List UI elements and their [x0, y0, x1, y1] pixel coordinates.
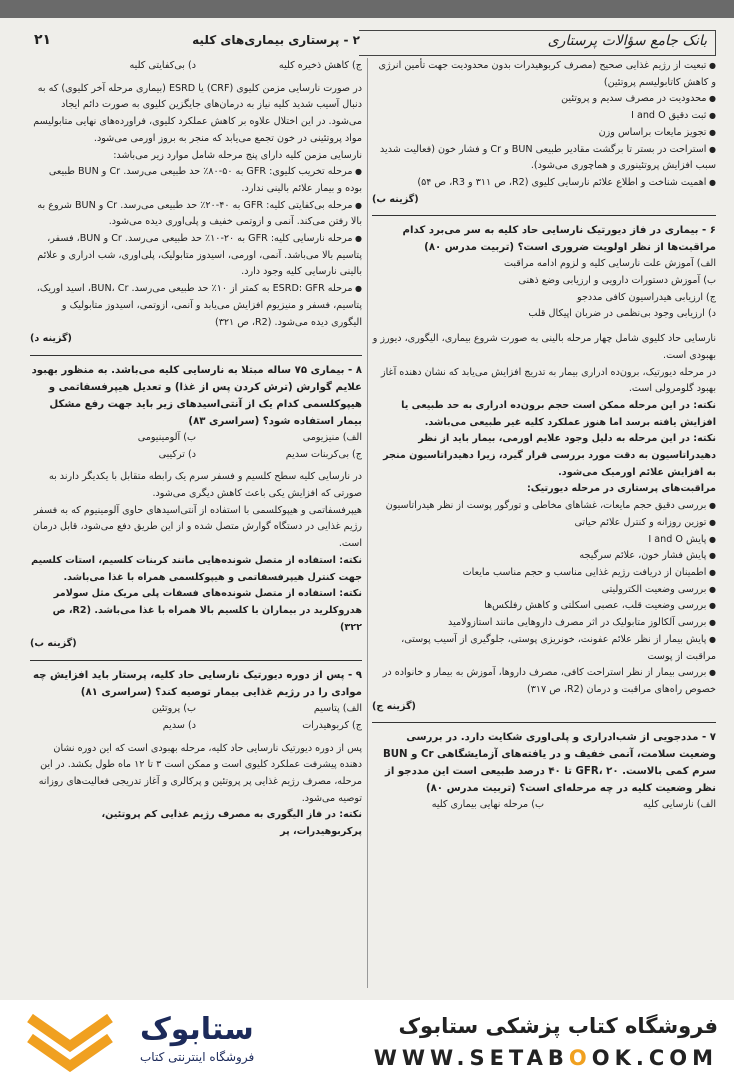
answer-7: (گزینه د)	[30, 333, 72, 345]
question-separator	[372, 215, 716, 216]
option: ج) کربوهیدرات	[302, 719, 362, 731]
website-accent: O	[568, 1046, 592, 1070]
explanation: در نارسایی کلیه سطح کلسیم و فسفر سرم یک رابطه متقابل با یکدیگر دارند به صورتی که افزایش یکی باعث کاهش دیگری می‌شود.	[48, 471, 362, 500]
note: نکته: در فاز الیگوری به مصرف رژیم غذایی کم پروتئین، پرکربوهیدرات، پر	[101, 809, 362, 838]
answer-8: (گزینه ب)	[30, 638, 77, 650]
question-6: ۶ - بیماری در فاز دیورتیک نارسایی حاد کلیه به سر می‌برد کدام مراقبت‌ها از نظر اولویت ضروری است؟ (تربیت مدرس ۸۰)	[402, 225, 716, 254]
list-item: ● بررسی بیمار از نظر استراحت کافی، مصرف داروها، آموزش به بیمار و خانواده در خصوص راه‌های مراقبت و درمان (R2، ص ۳۱۷)	[372, 665, 716, 698]
question-separator	[30, 355, 362, 356]
watermark-footer	[0, 1000, 734, 1080]
website-part: OK.COM	[591, 1046, 718, 1070]
explanation: در مرحله دیورتیک، برون‌ده ادراری بیمار به تدریج افزایش می‌یابد که نشان دهنده آغاز بهبود گلومرولی است.	[381, 366, 716, 395]
options	[30, 58, 362, 75]
brand-subtitle: فروشگاه اینترنتی کتاب	[140, 1050, 255, 1064]
list-item: ● بررسی آلکالوز متابولیک در اثر مصرف داروهایی مانند استازولامید	[372, 615, 716, 632]
question-7: ۷ - مددجویی از شب‌ادراری و پلی‌اوری شکایت دارد. در بررسی وضعیت سلامت، آنمی خفیف و در یافته‌های آزمایشگاهی Cr و BUN سرم کمی بالاست. GFR، ۲۰ تا ۴۰ درصد طبیعی است این مددجو از نظر وضعیت کلیه در چه مرحله‌ای است؟ (تربیت مدرس ۸۰)	[382, 732, 716, 795]
section-title: مراقبت‌های پرستاری در مرحله دیورتیک:	[526, 483, 716, 495]
list-item: ● اطمینان از دریافت رژیم غذایی مناسب و حجم مناسب مایعات	[372, 565, 716, 582]
option: ج) ارزیابی هیدراسیون کافی مددجو	[577, 291, 716, 303]
website-part: WWW.SETAB	[373, 1046, 569, 1070]
left-column	[30, 58, 362, 841]
list-item: ● پایش I and O	[372, 532, 716, 549]
scan-edge	[0, 0, 734, 18]
option: ب) مرحله نهایی بیماری کلیه	[431, 799, 544, 811]
page-number: ۲۱	[34, 32, 52, 48]
list-item: ● بررسی دقیق حجم مایعات، غشاهای مخاطی و تورگور پوست از نظر هیدراتاسیون	[372, 498, 716, 515]
option: ب) پروتئین	[151, 703, 196, 715]
list-item: ● مرحله ESRD: GFR به کمتر از ۱۰٪ حد طبیعی می‌رسد. BUN، Cr، اسید اوریک، پتاسیم، فسفر و منیزیوم افزایش می‌یابد و آنمی، ازوتمی، اسیدوز متابولیک و الیگوری دیده می‌شود. (R2، ص ۳۲۱)	[30, 281, 362, 331]
logo-mark-icon	[20, 1010, 120, 1072]
note: نکته: در این مرحله به دلیل وجود علایم اورمی، بیمار باید از نظر دهیدراتاسیون به دقت مورد بررسی قرار گیرد، زیرا دهیدراتاسیون منجر به افزایش علائم اورمیک می‌شود.	[383, 433, 716, 478]
note: نکته: در این مرحله ممکن است حجم برون‌ده ادراری به حد طبیعی یا افزایش یافته برسد اما هنوز عملکرد کلیه غیر طبیعی می‌باشد.	[401, 399, 716, 428]
right-column	[372, 58, 716, 814]
options	[30, 701, 362, 734]
question-separator	[372, 722, 716, 723]
chapter-title: ۲ - پرستاری بیماری‌های کلیه	[192, 33, 360, 47]
setabook-logo[interactable]	[20, 1010, 290, 1072]
list-item: ● تجویز مایعات براساس وزن	[372, 125, 716, 142]
shop-name: فروشگاه کتاب پزشکی ستابوک	[398, 1014, 718, 1038]
list-item: ● ثبت دقیق I and O	[372, 108, 716, 125]
question-8: ۸ - بیماری ۷۵ ساله مبتلا به نارسایی کلیه می‌باشد. به منظور بهبود علایم گوارش (ترش کردن پس از غذا) و تعدیل هیپرفسفاتمی و هیپوکلسمی کدام یک از آنتی‌اسیدهای زیر باید جهت رفع مشکل بیمار استفاده شود؟ (سراسری ۸۳)	[31, 364, 362, 427]
list-item: ● توزین روزانه و کنترل علائم حیاتی	[372, 515, 716, 532]
book-title-box	[359, 30, 716, 56]
option: د) ارزیابی وجود بی‌نظمی در ضربان اپیکال قلب	[528, 308, 716, 320]
explanation: پس از دوره دیورتیک نارسایی حاد کلیه، مرحله بهبودی است که این دوره نشان دهنده پیشرفت عملکرد کلیوی است و ممکن است ۳ تا ۱۲ ماه طول بکشد. در این مرحله، مصرف رژیم غذایی پر پروتئین و پرکالری و آغاز تدریجی فعالیت‌های روزانه توصیه می‌شود.	[38, 742, 362, 804]
question-9: ۹ - پس از دوره دیورتیک نارسایی حاد کلیه، پرستار باید افزایش چه موادی را در رژیم غذایی بیمار توصیه کند؟ (سراسری ۸۱)	[32, 670, 362, 699]
list-item: ● استراحت در بستر تا برگشت مقادیر طبیعی BUN و Cr و فشار خون (فعالیت شدید سبب افزایش پروتئینوری و هماچوری می‌شود).	[372, 142, 716, 175]
question-separator	[30, 660, 362, 661]
option: الف) نارسایی کلیه	[643, 799, 716, 811]
list-item: ● اهمیت شناخت و اطلاع علائم نارسایی کلیوی (R2، ص ۳۱۱ و R3، ص ۵۴)	[372, 175, 716, 192]
list-item: ● محدودیت در مصرف سدیم و پروتئین	[372, 91, 716, 108]
explanation: نارسایی حاد کلیوی شامل چهار مرحله بالینی به صورت شروع بیماری، الیگوری، دیورز و بهبودی است.	[372, 333, 716, 361]
options	[372, 797, 716, 814]
list-item: ● پایش فشار خون، علائم سرگیجه	[372, 548, 716, 565]
list-item: ● مرحله بی‌کفایتی کلیه: GFR به ۴۰-۲۰٪ حد طبیعی می‌رسد. Cr و BUN شروع به بالا رفتن می‌کند. آنمی و ازوتمی خفیف و پلی‌اوری دیده می‌شود.	[30, 198, 362, 231]
options	[30, 430, 362, 463]
website-link[interactable]	[374, 1046, 718, 1070]
brand-name: ستابوک	[140, 1012, 254, 1047]
explanation: در صورت نارسایی مزمن کلیوی (CRF) یا ESRD (بیماری مرحله آخر کلیوی) که به دنبال آسیب شدید کلیه نیاز به درمان‌های جایگزین کلیوی به صورت دائم ایجاد می‌شود. در این اختلال علاوه بر کاهش عملکرد کلیوی، فراورده‌های نهایی متابولیسم مواد پروتئینی در خون تجمع می‌یابد که منجر به بروز اورمی می‌شود.	[33, 82, 362, 144]
list-item: ● مرحله نارسایی کلیه: GFR به ۲۰-۱۰٪ حد طبیعی می‌رسد. Cr و BUN، فسفر، پتاسیم بالا می‌باشد. آنمی، اورمی، اسیدوز متابولیک، پلی‌اوری، شب ادراری و علائم بالینی نارسایی کلیه وجود دارد.	[30, 231, 362, 281]
book-title: بانک جامع سؤالات پرستاری	[547, 33, 707, 49]
list-item: ● پایش بیمار از نظر علائم عفونت، خونریزی پوستی، جلوگیری از آسیب پوستی، مراقبت از پوست	[372, 632, 716, 665]
option: ج) بی‌کربنات سدیم	[285, 448, 362, 460]
option: الف) منیزیومی	[302, 431, 362, 443]
list-item: ● بررسی وضعیت الکترولیتی	[372, 582, 716, 599]
option: الف) پتاسیم	[313, 703, 362, 715]
explanation: هیپرفسفاتمی و هیپوکلسمی با استفاده از آنتی‌اسیدهای حاوی آلومینیوم که به فسفر رژیم غذایی در دستگاه گوارش متصل شده و از این طریق دفع می‌شود، قابل درمان است.	[32, 504, 362, 550]
option: د) بی‌کفایتی کلیه	[129, 60, 196, 71]
column-divider	[367, 58, 368, 988]
page-header	[30, 30, 716, 56]
option: ب) آلومینیومی	[137, 431, 196, 443]
list-item: ● تبعیت از رژیم غذایی صحیح (مصرف کربوهیدرات بدون محدودیت جهت تأمین انرژی و کاهش کاتابولیسم پروتئین)	[372, 58, 716, 91]
list-item: ● بررسی وضعیت قلب، عصبی اسکلتی و کاهش رفلکس‌ها	[372, 598, 716, 615]
option: ب) آموزش دستورات دارویی و ارزیابی وضع ذهنی	[518, 275, 716, 287]
note: نکته: استفاده از متصل شونده‌هایی مانند کربنات کلسیم، استات کلسیم جهت کنترل هیپرفسفاتمی و هیپوکلسمی همراه با غذا می‌باشد.	[31, 554, 362, 583]
answer-6: (گزینه ج)	[372, 700, 416, 712]
option: ج) کاهش ذخیره کلیه	[278, 60, 362, 71]
explanation: نارسایی مزمن کلیه دارای پنج مرحله شامل موارد زیر می‌باشد:	[113, 149, 362, 161]
note: نکته: استفاده از متصل شونده‌های فسفات پلی مریک مثل سولامر هدروکلرید در بیماران با کلسیم بالا همراه با غذا می‌باشد. (R2، ص ۳۲۲)	[52, 588, 362, 633]
option: الف) آموزش علت نارسایی کلیه و لزوم ادامه مراقبت	[503, 258, 716, 270]
option: د) ترکیبی	[158, 448, 196, 460]
list-item: ● مرحله تخریب کلیوی: GFR به ۵۰-۸۰٪ حد طبیعی می‌رسد. Cr و BUN طبیعی بوده و بیمار علائم بالینی ندارد.	[30, 164, 362, 197]
answer-5: (گزینه ب)	[372, 193, 419, 205]
option: د) سدیم	[162, 719, 196, 731]
